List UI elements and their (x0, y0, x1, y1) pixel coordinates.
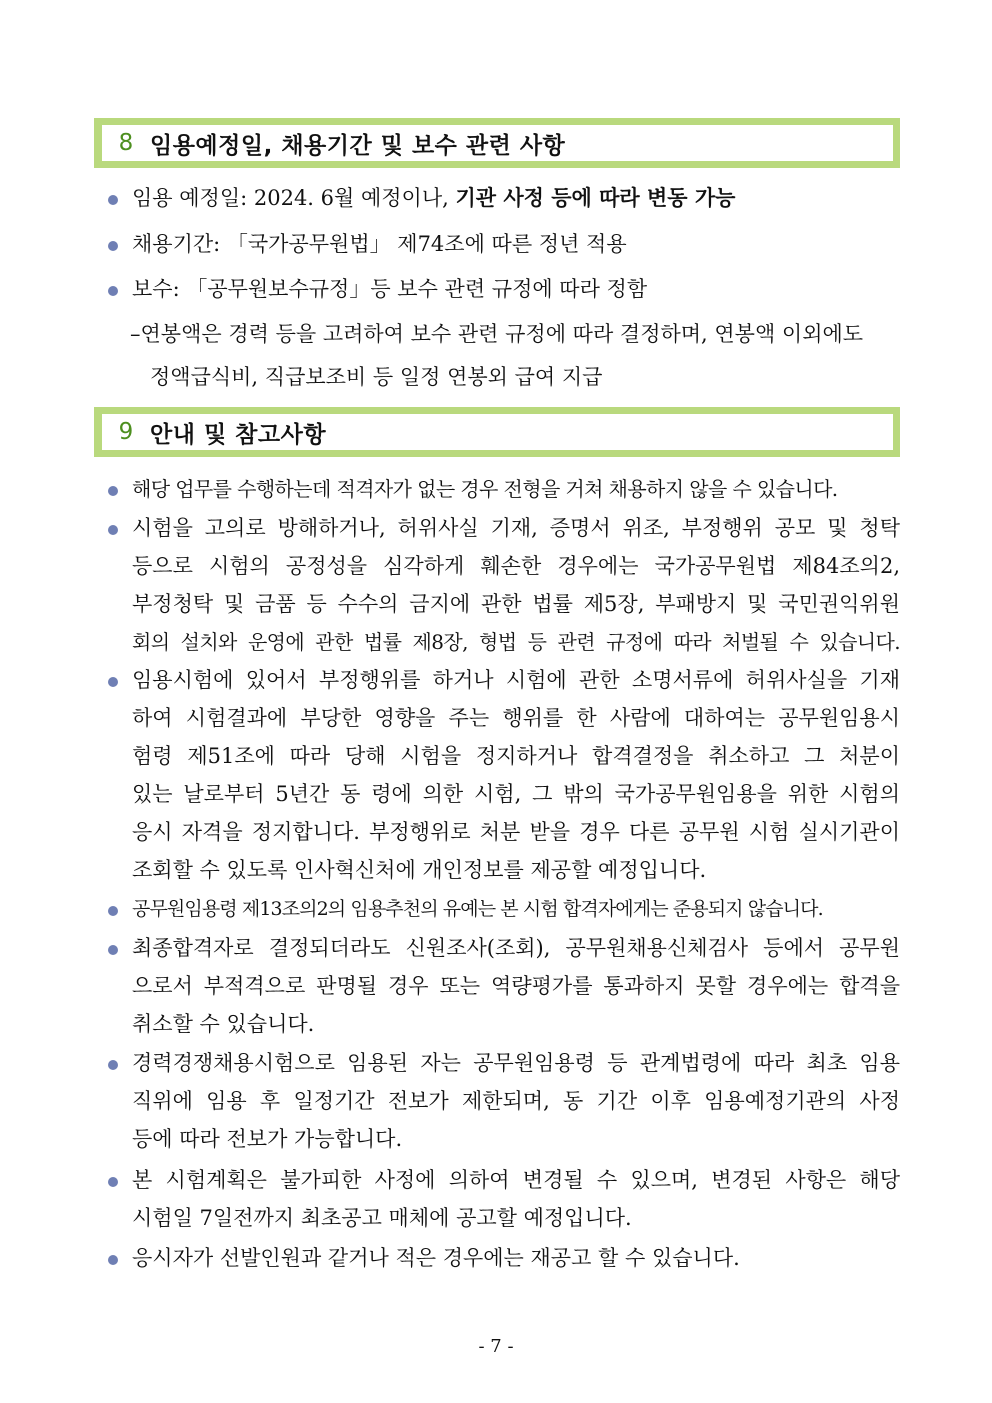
bullet-icon (108, 677, 118, 687)
item-text: 있는 날로부터 5년간 동 령에 의한 시험, 그 밖의 국가공무원임용을 위한 시험의 (132, 782, 900, 806)
bullet-icon (108, 486, 118, 496)
page-number: - 7 - (478, 1336, 514, 1357)
section-title: 임용예정일, 채용기간 및 보수 관련 사항 (150, 132, 566, 159)
item-text: 공무원임용령 제13조의2의 임용추천의 유예는 본 시험 합격자에게는 준용되지 않습니다. (132, 898, 823, 920)
item-text: 채용기간: 「국가공무원법」 제74조에 따른 정년 적용 (132, 232, 627, 256)
item-text: 시험을 고의로 방해하거나, 허위사실 기재, 증명서 위조, 부정행위 공모 및 청탁 (132, 516, 900, 540)
bullet-icon (108, 906, 118, 916)
section-8-header (94, 118, 900, 168)
item-text: 응시 자격을 정지합니다. 부정행위로 처분 받을 경우 다른 공무원 시험 실시기관이 (132, 820, 900, 844)
item-text: 보수: 「공무원보수규정」등 보수 관련 규정에 따라 정함 (132, 277, 648, 301)
item-text: 조회할 수 있도록 인사혁신처에 개인정보를 제공할 예정입니다. (132, 858, 707, 882)
item-text: 임용시험에 있어서 부정행위를 하거나 시험에 관한 소명서류에 허위사실을 기재 (132, 668, 900, 692)
item-text: 등으로 시험의 공정성을 심각하게 훼손한 경우에는 국가공무원법 제84조의2, (132, 554, 900, 578)
bullet-icon (108, 1255, 118, 1265)
item-text: 경력경쟁채용시험으로 임용된 자는 공무원임용령 등 관계법령에 따라 최초 임용 (132, 1051, 900, 1075)
item-text: 회의 설치와 운영에 관한 법률 제8장, 형법 등 관련 규정에 따라 처벌될 수 있습니다. (132, 630, 900, 654)
sub-item-text: 정액급식비, 직급보조비 등 일정 연봉외 급여 지급 (150, 365, 603, 389)
item-text: 시험일 7일전까지 최초공고 매체에 공고할 예정입니다. (132, 1206, 632, 1230)
item-text: 부정청탁 및 금품 등 수수의 금지에 관한 법률 제5장, 부패방지 및 국민권익위원 (132, 592, 900, 616)
item-text: 해당 업무를 수행하는데 적격자가 없는 경우 전형을 거쳐 채용하지 않을 수 있습니다. (132, 477, 838, 501)
bullet-icon (108, 525, 118, 535)
item-text: 험령 제51조에 따라 당해 시험을 정지하거나 합격결정을 취소하고 그 처분이 (132, 744, 900, 768)
bullet-icon (108, 195, 118, 205)
item-text: 응시자가 선발인원과 같거나 적은 경우에는 재공고 할 수 있습니다. (132, 1246, 740, 1270)
item-text: 본 시험계획은 불가피한 사정에 의하여 변경될 수 있으며, 변경된 사항은 해당 (132, 1168, 900, 1192)
bullet-icon (108, 241, 118, 251)
item-text: 등에 따라 전보가 가능합니다. (132, 1127, 403, 1151)
item-text: 하여 시험결과에 부당한 영향을 주는 행위를 한 사람에 대하여는 공무원임용시 (132, 706, 900, 730)
section-9-header (94, 407, 900, 457)
item-bold-text: 기관 사정 등에 따라 변동 가능 (455, 186, 736, 210)
item-text: 임용 예정일: 2024. 6월 예정이나, (132, 186, 456, 210)
bullet-icon (108, 1177, 118, 1187)
section-number: 9 (118, 419, 134, 445)
item-text: 최종합격자로 결정되더라도 신원조사(조회), 공무원채용신체검사 등에서 공무원 (132, 936, 900, 960)
item-text: 으로서 부적격으로 판명될 경우 또는 역량평가를 통과하지 못할 경우에는 합격을 (132, 974, 900, 998)
item-text: 직위에 임용 후 일정기간 전보가 제한되며, 동 기간 이후 임용예정기관의 사정 (132, 1089, 900, 1113)
bullet-icon (108, 286, 118, 296)
bullet-icon (108, 945, 118, 955)
section-number: 8 (118, 130, 134, 156)
sub-item-text: –연봉액은 경력 등을 고려하여 보수 관련 규정에 따라 결정하며, 연봉액 이외에도 (130, 322, 864, 346)
bullet-icon (108, 1060, 118, 1070)
section-title: 안내 및 참고사항 (150, 421, 327, 448)
item-text: 취소할 수 있습니다. (132, 1012, 315, 1036)
